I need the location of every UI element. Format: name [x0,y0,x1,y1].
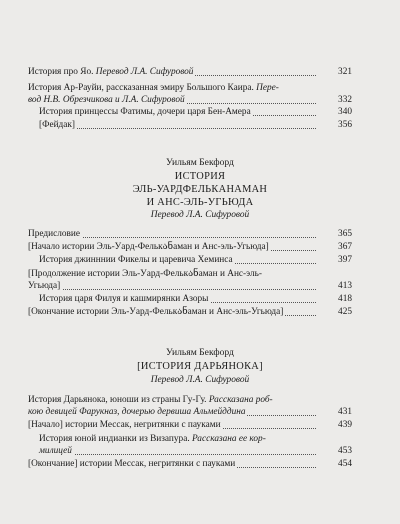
toc-entry [39,293,352,305]
entry-title: [Начало] истории Мессак, негритянки с пауками [28,420,221,430]
toc-entry [28,406,352,418]
section-author: Уильям Бекфорд [166,347,234,358]
entry-title: История джинннии Фикелы и царевича Хеминса [39,255,233,265]
toc-entry [39,445,352,457]
page-number: 454 [338,459,352,469]
section-translator: Перевод Л.А. Сифуровой [150,375,250,385]
entry-translator: кою девицей Фарукназ, дочерью дервиша Альмейддина [28,407,246,417]
entry-title: [Окончание] истории Мессак, негритянки с пауками [28,459,236,469]
section-translator: Перевод Л.А. Сифуровой [150,210,250,220]
page-number: 425 [338,307,352,317]
section-title-line: И АНС-ЭЛЬ-УГЬЮДА [146,197,254,208]
entry-title: История принцессы Фатимы, дочери царя Бен-Амера [39,107,251,117]
page-number: 321 [338,67,352,77]
toc-entry [28,458,352,470]
entry-translator: милицей [39,446,72,456]
entry-translator: Рассказана роб- [208,395,273,405]
page-number: 397 [338,255,352,265]
toc-entry [28,94,352,106]
page-number: 453 [338,446,352,456]
leader-dots [39,454,316,455]
entry-title: История про Яо. [28,67,94,77]
toc-entry [39,106,352,118]
toc-entry [28,306,352,318]
leader-dots [28,289,316,290]
entry-translator: вод Н.В. Обрезчикова и Л.А. Сифуровой [28,95,185,105]
toc-entry [28,241,352,253]
entry-title: [Фейдак] [39,120,76,130]
page-number: 418 [338,294,352,304]
entry-title: Предисловие [28,229,80,239]
entry-title: [Окончание истории Эль-Уард-Фелькანаман и Анс-эль-Угьюда] [28,307,284,317]
entry-title: [Начало истории Эль-Уард-Фелькანаман и Анс-эль-Угьюда] [28,242,269,252]
entry-title: История юной индианки из Визапура. [39,434,190,444]
toc-entry [28,280,352,292]
section-author: Уильям Бекфорд [166,157,234,168]
toc-entry-line [28,394,352,406]
page-number: 340 [338,107,352,117]
toc-entry [39,119,352,131]
page-number: 367 [338,242,352,252]
leader-dots [39,128,316,129]
entry-title: История Ар-Рауйи, рассказанная эмиру Большого Каира. [28,83,254,93]
entry-translator: Пере- [256,83,279,93]
entry-title: История Дарьянока, юноши из страны Гу-Гу. [28,395,207,405]
page-number: 332 [338,95,352,105]
page-number: 431 [338,407,352,417]
toc-entry-line [39,433,352,445]
toc-entry [28,419,352,431]
entry-title: Угьюда] [28,281,61,291]
entry-title: История царя Филуя и кашмирянки Азоры [39,294,209,304]
section-title-line: [ИСТОРИЯ ДАРЬЯНОКА] [137,361,263,372]
toc-entry [39,254,352,266]
entry-translator: Рассказана ее кор- [191,434,266,444]
toc-entry [28,66,352,78]
page-number: 413 [338,281,352,291]
section-title-line: ИСТОРИЯ [174,171,226,182]
section-title-line: ЭЛЬ-УАРДФЕЛЬКАНАМАН [132,184,268,195]
page-number: 365 [338,229,352,239]
toc-entry-line [28,268,352,280]
entry-title: [Продолжение истории Эль-Уард-Фелькანаман и Анс-эль- [28,269,262,279]
entry-translator: Перевод Л.А. Сифуровой [95,67,194,77]
toc-entry [28,228,352,240]
page-number: 439 [338,420,352,430]
page-number: 356 [338,120,352,130]
toc-entry-line [28,82,352,94]
